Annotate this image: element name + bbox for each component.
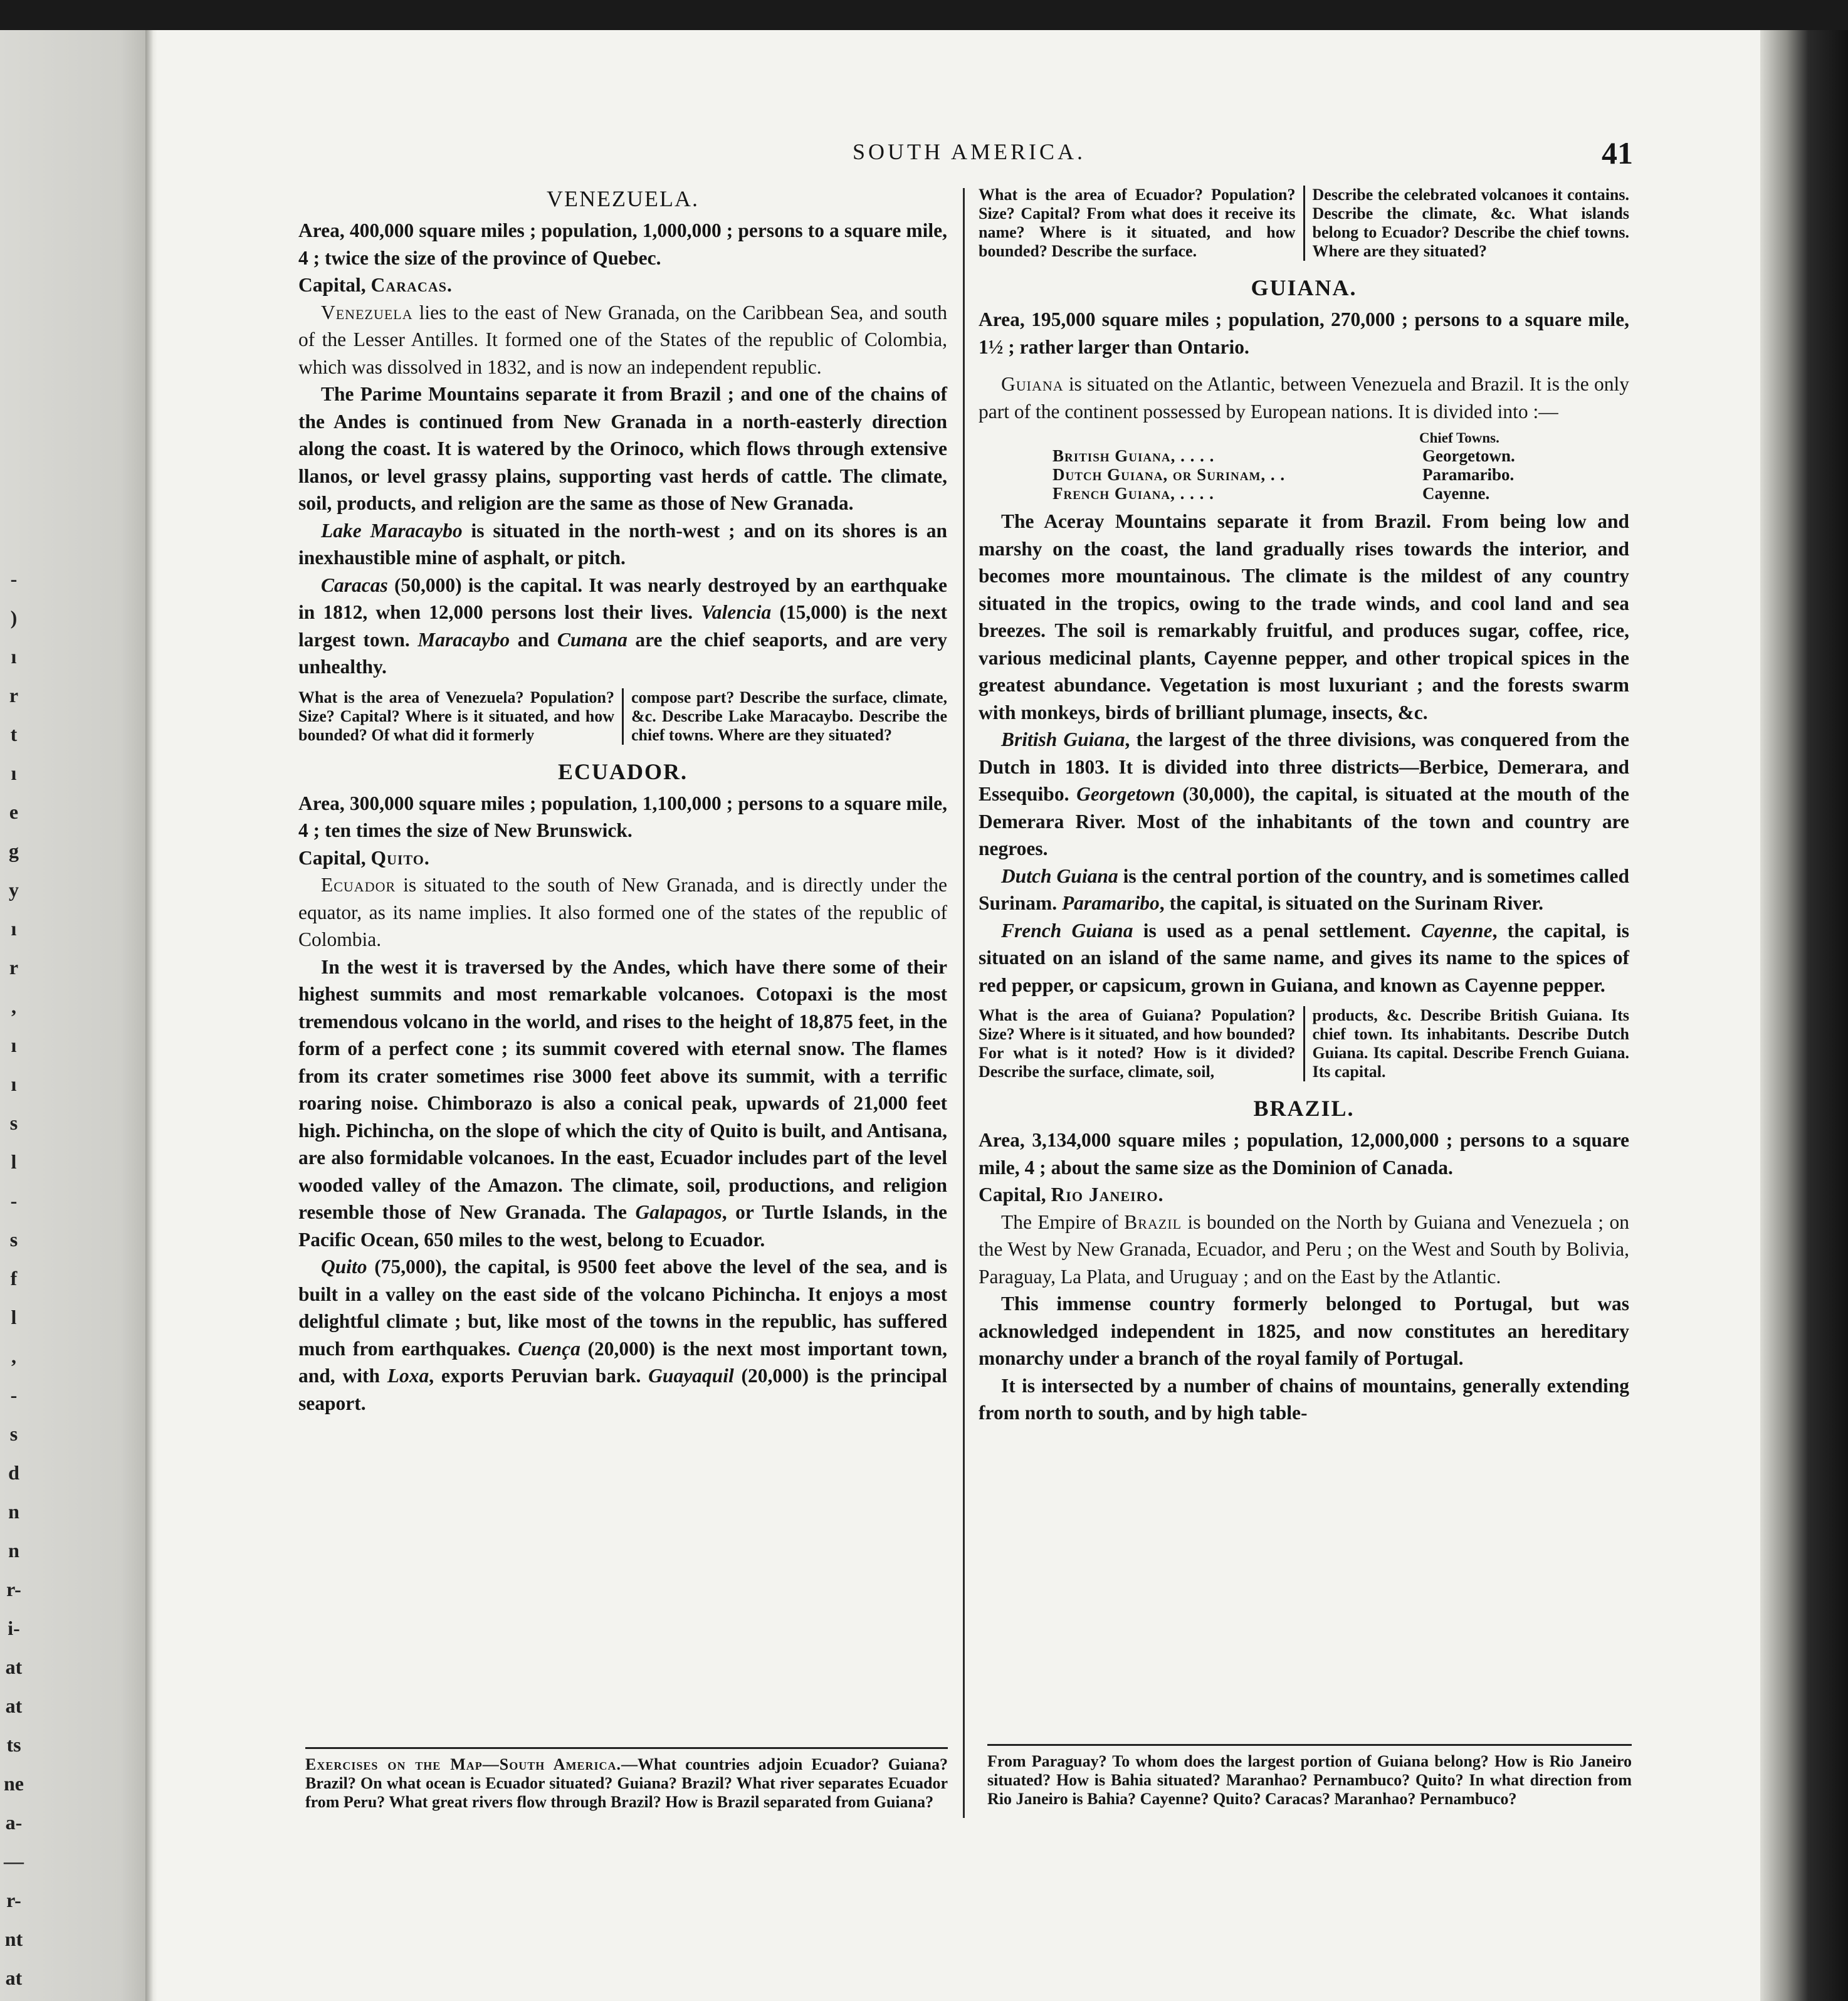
questions-guiana [979,1006,1629,1081]
margin-fragment: s [9,1228,18,1251]
margin-fragment: a- [5,1811,23,1834]
margin-fragment: ı [11,917,17,940]
margin-fragment: l [11,1150,17,1173]
paragraph: French Guiana is used as a penal settlement. Cayenne, the capital, is situated on an island of the same name, and gives its name to the spices of red pepper, or capsicum, grown in Guiana, and known as Cayenne pepper. [979,919,1630,996]
margin-fragment: at [5,1967,23,1989]
facing-page-edge [0,30,150,2001]
margin-fragment: d [8,1461,19,1484]
page-edge-right [1760,30,1848,2001]
right-column [979,186,1629,1427]
margin-fragment: n [8,1539,19,1562]
margin-fragment: g [9,839,19,862]
questions-left: What is the area of Guiana? Population? Size? Where is it situated, and how bounded? For what is it noted? How is it divided? Describe the surface, climate, soil, [979,1006,1305,1081]
margin-fragment: - [10,567,18,590]
lead-brazil: The Empire of Brazil is bounded on the North by Guiana and Venezuela ; on the West by New Granada, Ecuador, and Peru ; on the West and South by Bolivia, Paraguay, La Plata, and Uruguay ; and on the East by the Atlantic. [979,1211,1629,1288]
margin-fragment: r [9,956,19,979]
table-row: Dutch Guiana, or Surinam, . . Paramaribo. [1053,465,1515,484]
section-venezuela [298,186,947,745]
exercises-left: Exercises on the Map—South America.—What countries adjoin Ecuador? Guiana? Brazil? On what ocean is Ecuador situated? Guiana? Brazil? What river separates Ecuador from Peru? What great rivers flow through Brazil? How is Brazil separated from Guiana? [305,1747,948,1812]
column-rule [963,188,965,1818]
stats-brazil: Area, 3,134,000 square miles ; population, 12,000,000 ; persons to a square mile, 4 ; about the same size as the Dominion of Canada. [979,1129,1629,1179]
heading-ecuador: ECUADOR. [557,759,688,784]
margin-fragment: ts [6,1733,21,1756]
margin-fragment: f [10,1267,18,1289]
paragraph: This immense country formerly belonged to Portugal, but was acknowledged independent in 1825, and now constitutes an hereditary monarchy under a branch of the royal family of Portugal. [979,1293,1629,1369]
margin-fragment: e [9,801,19,823]
section-guiana [979,275,1629,1081]
margin-fragment: ı [11,1034,17,1056]
paragraph: The Parime Mountains separate it from Brazil ; and one of the chains of the Andes is continued from New Granada in a north-easterly direction along the coast. It is watered by the Orinoco, which flows through extensive llanos, or level grassy plains, supporting vast herds of cattle. The climate, soil, products, and religion are the same as those of New Granada. [298,383,947,514]
margin-fragment: r- [6,1889,21,1911]
paragraph: Caracas (50,000) is the capital. It was nearly destroyed by an earthquake in 1812, when 12,000 persons lost their lives. Valencia (15,000) is the next largest town. Maracaybo and Cumana are the chief seaports, and are very unhealthy. [298,574,947,678]
stats-guiana: Area, 195,000 square miles ; population, 270,000 ; persons to a square mile, 1½ ; rather larger than Ontario. [979,308,1629,358]
scan-top-border [0,0,1848,30]
lead-ecuador: Ecuador is situated to the south of New Granada, and is directly under the equator, as its name implies. It also formed one of the states of the republic of Colombia. [298,874,947,950]
margin-fragment: at [5,1694,23,1717]
paragraph: The Aceray Mountains separate it from Brazil. From being low and marshy on the coast, the land gradually rises towards the interior, and becomes more mountainous. The climate is the mildest of any country situated in the tropics, owing to the trade winds, and cool land and sea breezes. The soil is remarkably fruitful, and produces sugar, coffee, rice, various medicinal plants, Cayenne pepper, and other tropical spices in the greatest abundance. Vegetation is most luxuriant ; and the forests swarm with monkeys, birds of brilliant plumage, insects, &c. [979,510,1629,723]
section-brazil [979,1095,1629,1427]
table-row: French Guiana, . . . . Cayenne. [1053,484,1490,503]
capital-ecuador: Capital, Quito. [298,846,430,869]
margin-fragment: ı [11,1073,17,1095]
margin-fragment: s [9,1422,18,1445]
questions-venezuela [298,688,947,745]
capital-brazil: Capital, Rio Janeiro. [979,1184,1164,1205]
margin-fragment: — [4,1850,24,1872]
lead-venezuela: Venezuela lies to the east of New Granada, on the Caribbean Sea, and south of the Lesser Antilles. It formed one of the States of the republic of Colombia, which was dissolved in 1832, and is now an independent republic. [298,301,947,378]
paragraph: In the west it is traversed by the Andes, which have there some of their highest summits and most remarkable volcanoes. Cotopaxi is the most tremendous volcano in the world, and rises to the height of 18,875 feet, in the form of a perfect cone ; its summit covered with eternal snow. The flames from its crater sometimes rise 3000 feet above its summit, with a terrific roaring noise. Chimborazo is also a conical peak, upwards of 21,000 feet high. Pichincha, on the slope of which the city of Quito is built, and Antisana, are also formidable volcanoes. In the east, Ecuador includes part of the level wooded valley of the Amazon. The climate, soil, productions, and religion resemble those of New Granada. The Galapagos, or Turtle Islands, in the Pacific Ocean, 650 miles to the west, belong to Ecuador. [298,955,947,1251]
margin-fragment: y [9,878,19,901]
towns-header: Chief Towns. [1419,430,1499,446]
left-column [298,186,947,1417]
margin-fragment: ı [11,645,17,668]
margin-fragment: - [10,1189,18,1212]
margin-fragment: s [9,1111,18,1134]
margin-fragment: ı [11,762,17,784]
lead-guiana: Guiana is situated on the Atlantic, between Venezuela and Brazil. It is the only part of the continent possessed by European nations. It is divided into :— [979,373,1629,423]
heading-guiana: GUIANA. [1251,275,1357,300]
margin-fragment: l [11,1306,17,1328]
towns-table [1053,430,1629,503]
margin-fragment: nt [4,1928,23,1950]
page-header [853,135,1633,172]
stats-venezuela: Area, 400,000 square miles ; population, 1,000,000 ; persons to a square mile, 4 ; twice the size of the province of Quebec. [298,219,947,269]
questions-right: Describe the celebrated volcanoes it contains. Describe the climate, &c. What islands belong to Ecuador? Describe the chief towns. Where are they situated? [1312,186,1629,260]
margin-fragment: at [5,1656,23,1678]
book-spine [145,30,157,2001]
paragraph: It is intersected by a number of chains of mountains, generally extending from north to south, and by high table- [979,1374,1629,1424]
margin-fragment: ne [4,1772,24,1795]
margin-fragment: , [11,995,16,1017]
margin-fragment: - [10,1384,18,1406]
margin-fragment: i- [8,1617,20,1639]
running-head: SOUTH AMERICA. [853,139,1086,164]
table-row: British Guiana, . . . . Georgetown. [1053,446,1515,465]
paragraph: Dutch Guiana is the central portion of the country, and is sometimes called Surinam. Paramaribo, the capital, is situated on the Surinam River. [979,864,1629,914]
paragraph: Lake Maracaybo is situated in the north-west ; and on its shores is an inexhaustible mine of asphalt, or pitch. [298,519,947,569]
margin-fragment: ) [10,606,18,629]
stats-ecuador: Area, 300,000 square miles ; population, 1,100,000 ; persons to a square mile, 4 ; ten times the size of New Brunswick. [298,792,947,841]
heading-venezuela: VENEZUELA. [547,186,699,211]
margin-fragment: r- [6,1578,21,1600]
exercises-right: From Paraguay? To whom does the largest portion of Guiana belong? How is Rio Janeiro situated? How is Bahia situated? Maranhao? Pernambuco? Quito? In what direction from Rio Janeiro is Bahia? Cayenne? Quito? Caracas? Maranhao? Pernambuco? [987,1744,1632,1809]
paragraph: British Guiana, the largest of the three divisions, was conquered from the Dutch in 1803. It is divided into three districts—Berbice, Demerara, and Essequibo. Georgetown (30,000), the capital, is situated at the mouth of the Demerara River. Most of the inhabitants of the town and country are negroes. [979,728,1629,859]
questions-left: What is the area of Venezuela? Population? Size? Capital? Where is it situated, and how bounded? Of what did it formerly [298,688,624,745]
capital-venezuela: Capital, Caracas. [298,274,453,296]
questions-left: What is the area of Ecuador? Population? Size? Capital? From what does it receive its name? Where is it situated, and how bounded? Describe the surface. [979,186,1305,261]
questions-right: compose part? Describe the surface, climate, &c. Describe Lake Maracaybo. Describe the chief towns. Where are they situated? [631,688,947,744]
margin-fragment: , [11,1345,16,1367]
margin-fragment: r [9,684,19,706]
margin-fragment: t [10,723,18,745]
margin-fragment: n [8,1500,19,1523]
section-ecuador [298,759,947,1417]
heading-brazil: BRAZIL. [1253,1096,1355,1121]
questions-right: products, &c. Describe British Guiana. Its chief town. Its inhabitants. Describe Dutch Guiana. Its capital. Describe French Guiana. Its capital. [1312,1006,1629,1081]
paragraph: Quito (75,000), the capital, is 9500 feet above the level of the sea, and is built in a valley on the east side of the volcano Pichincha. It enjoys a most delightful climate ; but, like most of the towns in the republic, has suffered much from earthquakes. Cuença (20,000) is the next most important town, and, with Loxa, exports Peruvian bark. Guayaquil (20,000) is the principal seaport. [298,1256,947,1414]
questions-ecuador [979,186,1629,261]
page-number: 41 [1602,135,1633,171]
